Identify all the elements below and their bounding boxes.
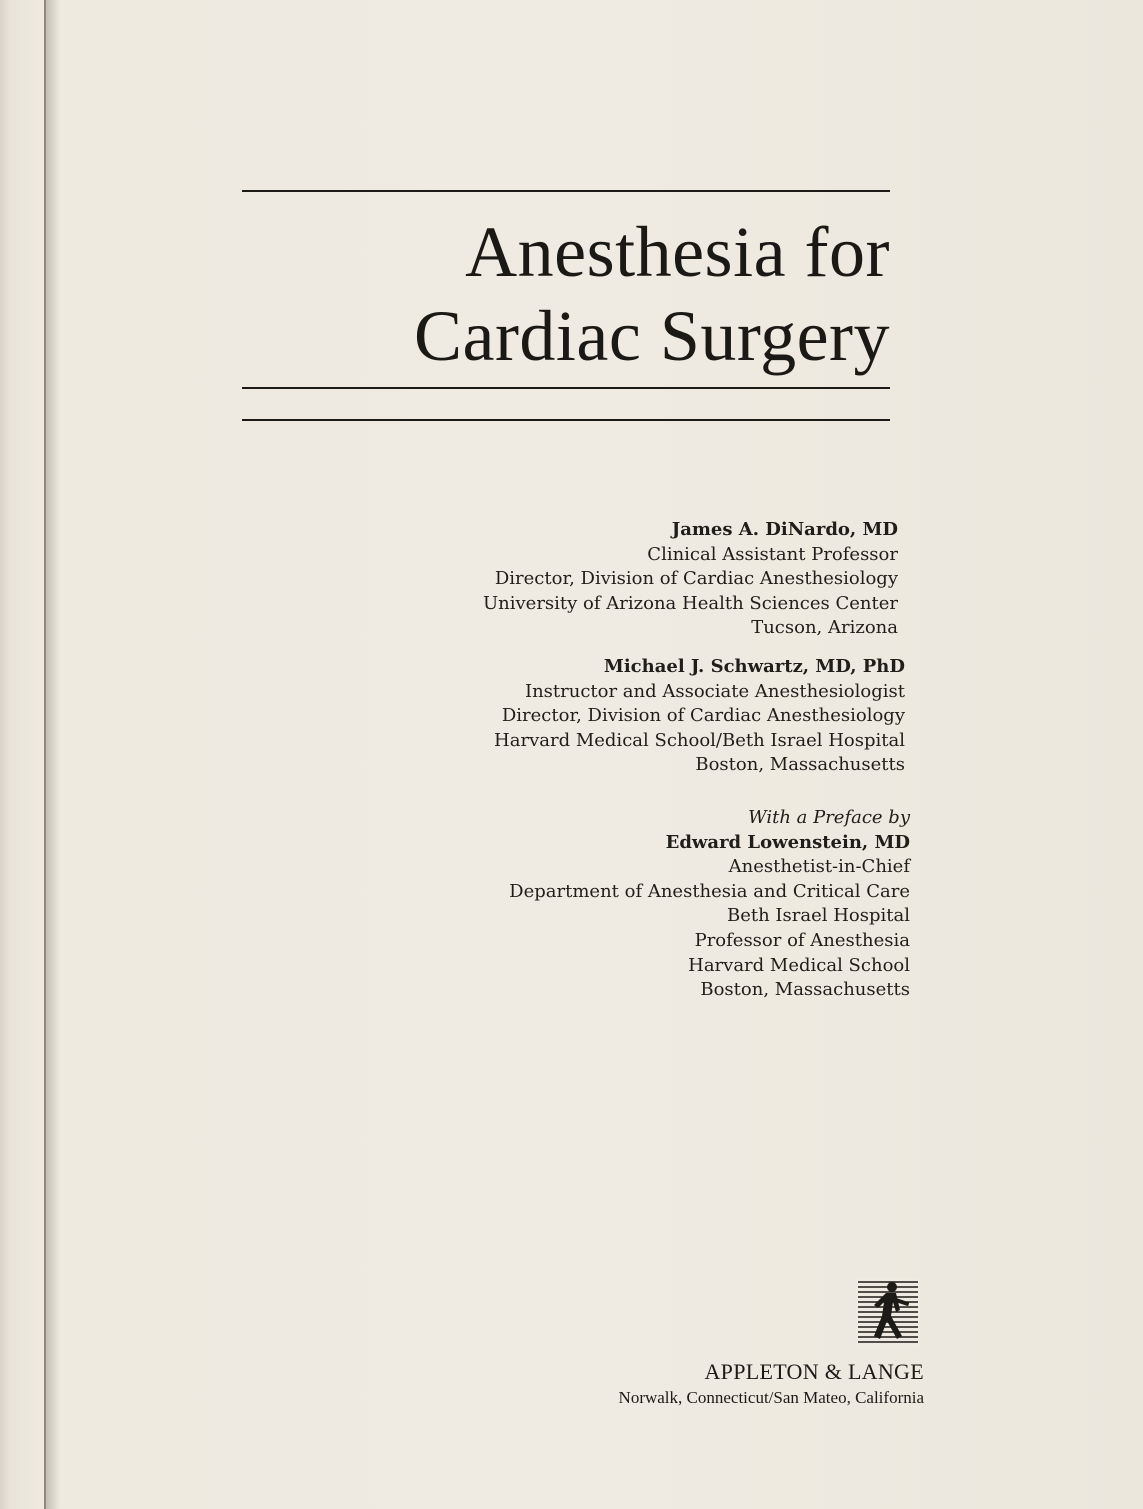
book-title: [250, 210, 890, 378]
walking-man-logo-icon: [856, 1278, 920, 1348]
preface-affiliation-line: Boston, Massachusetts: [700, 979, 910, 1001]
publisher-location: Norwalk, Connecticut/San Mateo, California: [618, 1388, 924, 1407]
author-affiliation-line: Director, Division of Cardiac Anesthesiology: [494, 568, 898, 590]
publisher-name: APPLETON & LANGE: [704, 1359, 924, 1384]
preface-affiliation-line: Professor of Anesthesia: [694, 929, 910, 951]
preface-author-name: Edward Lowenstein, MD: [665, 831, 910, 853]
author-affiliation-line: Boston, Massachusetts: [695, 754, 905, 776]
preface-block: [480, 806, 910, 1003]
author-affiliation-line: Director, Division of Cardiac Anesthesiology: [501, 705, 905, 727]
top-rule: [242, 190, 890, 192]
title-rule-upper: [242, 387, 890, 389]
preface-affiliation-line: Beth Israel Hospital: [726, 905, 910, 927]
author-affiliation-line: Tucson, Arizona: [751, 617, 898, 639]
publisher-block: [560, 1358, 924, 1410]
preface-affiliation-line: Anesthetist-in-Chief: [728, 856, 910, 878]
book-title-line-2: Cardiac Surgery: [413, 296, 890, 376]
author-name: James A. DiNardo, MD: [671, 519, 898, 540]
gutter-shadow: [46, 0, 60, 1509]
preface-affiliation-line: Harvard Medical School: [688, 954, 910, 976]
author-affiliation-line: Instructor and Associate Anesthesiologist: [524, 680, 905, 702]
author-affiliation-line: Harvard Medical School/Beth Israel Hospital: [494, 729, 905, 751]
author-affiliation-line: Clinical Assistant Professor: [647, 543, 898, 565]
author-block-schwartz: [440, 655, 905, 778]
title-rule-lower: [242, 419, 890, 421]
preface-intro: With a Preface by: [748, 807, 910, 828]
author-name: Michael J. Schwartz, MD, PhD: [603, 656, 905, 677]
author-affiliation-line: University of Arizona Health Sciences Center: [482, 592, 898, 614]
book-title-line-1: Anesthesia for: [465, 212, 890, 292]
preface-affiliation-line: Department of Anesthesia and Critical Care: [509, 880, 910, 902]
author-block-dinardo: [440, 518, 898, 641]
